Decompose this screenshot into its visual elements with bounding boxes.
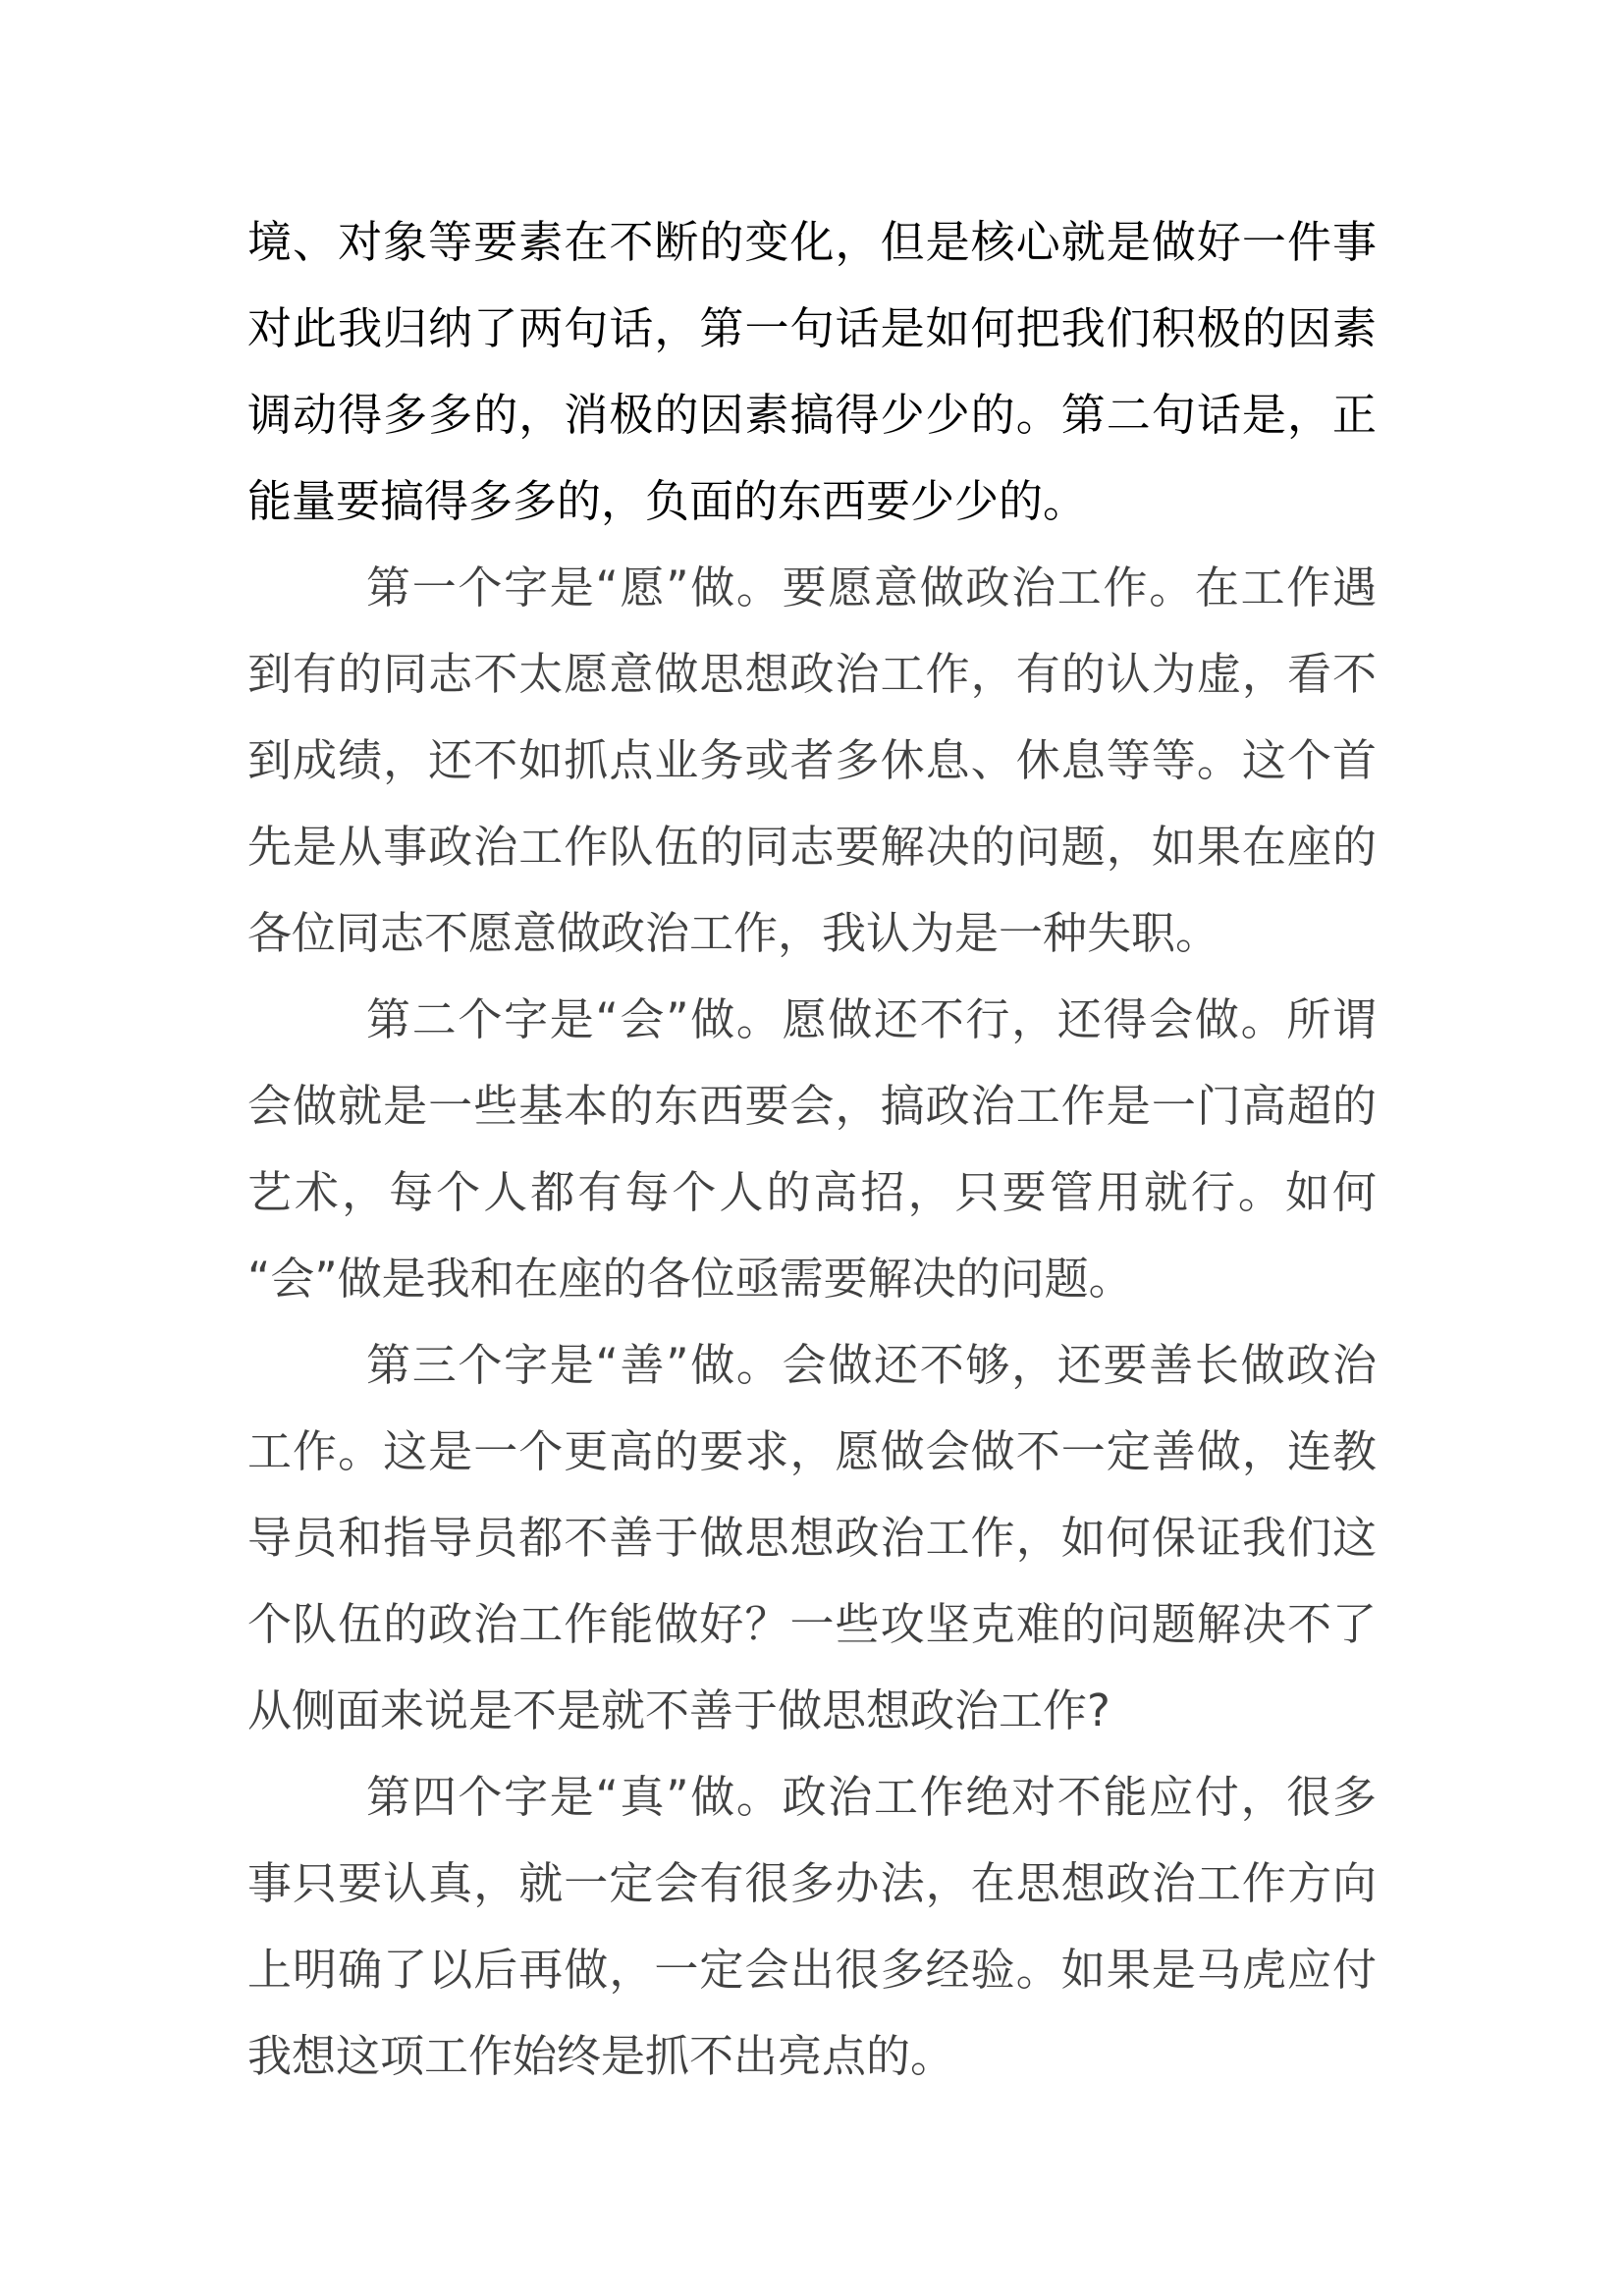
text-line: 个队伍的政治工作能做好？一些攻坚克难的问题解决不了 [247,1598,1377,1650]
text-line: 调动得多多的，消极的因素搞得少少的。第二句话是，正 [247,389,1377,441]
text-line: 到成绩，还不如抓点业务或者多休息、休息等等。这个首 [247,734,1377,786]
text-line: 艺术，每个人都有每个人的高招，只要管用就行。如何 [247,1166,1377,1218]
paragraph-able [247,977,1377,1322]
text-line: 事只要认真，就一定会有很多办法，在思想政治工作方向 [247,1857,1377,1909]
paragraph-skilled [247,1322,1377,1754]
text-line: 第二个字是“会”做。愿做还不行，还得会做。所谓 [366,993,1377,1045]
text-line: 导员和指导员都不善于做思想政治工作，如何保证我们这 [247,1512,1377,1564]
text-line: 从侧面来说是不是就不善于做思想政治工作? [247,1684,1110,1736]
text-line: 工作。这是一个更高的要求，愿做会做不一定善做，连教 [247,1425,1377,1477]
text-line: 上明确了以后再做，一定会出很多经验。如果是马虎应付 [247,1944,1377,1996]
text-line: 我想这项工作始终是抓不出亮点的。 [247,2030,955,2082]
text-line: 会做就是一些基本的东西要会，搞政治工作是一门高超的 [247,1080,1377,1132]
text-line: 各位同志不愿意做政治工作，我认为是一种失职。 [247,907,1220,959]
text-line: “会”做是我和在座的各位亟需要解决的问题。 [247,1253,1133,1305]
text-line: 第三个字是“善”做。会做还不够，还要善长做政治 [366,1339,1377,1391]
paragraph-genuine [247,1754,1377,2100]
text-line: 对此我归纳了两句话，第一句话是如何把我们积极的因素 [247,302,1377,354]
text-line: 第一个字是“愿”做。要愿意做政治工作。在工作遇 [366,561,1377,614]
text-line: 第四个字是“真”做。政治工作绝对不能应付，很多 [366,1771,1377,1823]
text-line: 先是从事政治工作队伍的同志要解决的问题，如果在座的 [247,821,1377,873]
paragraph-core-principle [247,199,1377,545]
paragraph-willing [247,545,1377,977]
text-line: 到有的同志不太愿意做思想政治工作，有的认为虚，看不 [247,648,1377,700]
text-line: 能量要搞得多多的，负面的东西要少少的。 [247,475,1088,527]
text-line: 境、对象等要素在不断的变化，但是核心就是做好一件事 [247,216,1377,268]
body-text [247,199,1377,2100]
